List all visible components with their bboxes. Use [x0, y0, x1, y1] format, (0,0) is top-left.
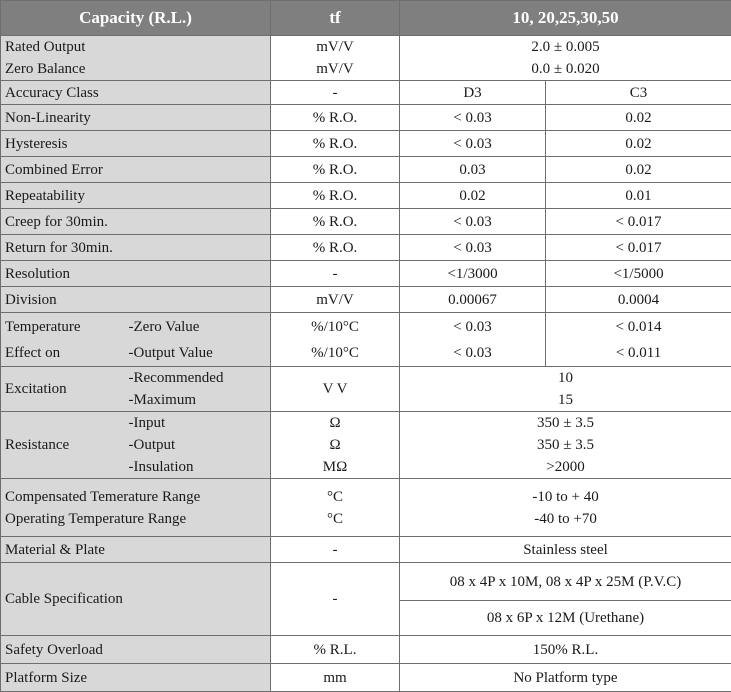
compensated-range-label: Compensated Temerature Range	[5, 486, 270, 508]
row-d3: 0.02	[400, 183, 546, 209]
row-c3: 0.02	[546, 131, 731, 157]
row-unit: mV/V	[271, 287, 400, 313]
output-value-c3: < 0.011	[546, 340, 731, 366]
temperature-range-units	[271, 479, 400, 537]
row-unit: % R.O.	[271, 131, 400, 157]
platform-size-row	[1, 664, 731, 692]
safety-overload-unit: % R.L.	[271, 636, 400, 664]
row-d3: < 0.03	[400, 131, 546, 157]
accuracy-class-d3: D3	[400, 81, 546, 105]
temperature-effect-d3	[400, 313, 546, 367]
insulation-value: >2000	[400, 456, 731, 478]
rated-zero-values	[400, 36, 731, 81]
zero-value-d3: < 0.03	[400, 314, 545, 340]
header-capacity: Capacity (R.L.)	[1, 1, 271, 36]
cable-value-urethane: 08 x 6P x 12M (Urethane)	[400, 601, 731, 636]
zero-value-unit: %/10°C	[271, 314, 399, 340]
rated-output-unit: mV/V	[271, 36, 399, 58]
recommended-value: 10	[400, 367, 731, 389]
row-unit: -	[271, 261, 400, 287]
table-row	[1, 287, 731, 313]
output-label: -Output	[129, 434, 271, 456]
rated-zero-units	[271, 36, 400, 81]
temperature-effect-sublabels	[127, 313, 271, 367]
row-label: Creep for 30min.	[1, 209, 271, 235]
temperature-effect-units	[271, 313, 400, 367]
maximum-label: -Maximum	[129, 389, 271, 411]
platform-size-label: Platform Size	[1, 664, 271, 692]
compensated-range-unit: °C	[271, 486, 399, 508]
temperature-label: Temperature	[5, 314, 127, 340]
material-row	[1, 537, 731, 563]
effect-on-label: Effect on	[5, 340, 127, 366]
zero-value-label: -Zero Value	[129, 314, 271, 340]
accuracy-class-label: Accuracy Class	[1, 81, 271, 105]
cable-label: Cable Specification	[1, 563, 271, 636]
row-label: Return for 30min.	[1, 235, 271, 261]
row-label: Repeatability	[1, 183, 271, 209]
header-unit: tf	[271, 1, 400, 36]
safety-overload-label: Safety Overload	[1, 636, 271, 664]
insulation-unit: MΩ	[271, 456, 399, 478]
temperature-effect-c3	[546, 313, 731, 367]
row-unit: % R.O.	[271, 157, 400, 183]
row-label: Division	[1, 287, 271, 313]
cable-unit: -	[271, 563, 400, 636]
zero-value-c3: < 0.014	[546, 314, 731, 340]
output-value-unit: %/10°C	[271, 340, 399, 366]
row-c3: 0.01	[546, 183, 731, 209]
cable-value-pvc: 08 x 4P x 10M, 08 x 4P x 25M (P.V.C)	[400, 563, 731, 601]
resistance-label: Resistance	[1, 412, 127, 479]
accuracy-class-unit: -	[271, 81, 400, 105]
row-c3: <1/5000	[546, 261, 731, 287]
platform-size-value: No Platform type	[400, 664, 731, 692]
header-row	[1, 1, 731, 36]
table-row	[1, 235, 731, 261]
row-d3: < 0.03	[400, 105, 546, 131]
safety-overload-value: 150% R.L.	[400, 636, 731, 664]
table-row	[1, 157, 731, 183]
zero-balance-label: Zero Balance	[5, 58, 270, 80]
row-c3: 0.02	[546, 157, 731, 183]
maximum-value: 15	[400, 389, 731, 411]
temperature-effect-row	[1, 313, 731, 367]
rated-zero-row	[1, 36, 731, 81]
resistance-units	[271, 412, 400, 479]
material-unit: -	[271, 537, 400, 563]
row-c3: < 0.017	[546, 209, 731, 235]
row-d3: < 0.03	[400, 235, 546, 261]
header-range: 10, 20,25,30,50	[400, 1, 731, 36]
operating-range-unit: °C	[271, 508, 399, 530]
excitation-label: Excitation	[1, 367, 127, 412]
input-value: 350 ± 3.5	[400, 412, 731, 434]
temperature-range-values	[400, 479, 731, 537]
row-label: Hysteresis	[1, 131, 271, 157]
row-d3: 0.00067	[400, 287, 546, 313]
accuracy-class-row	[1, 81, 731, 105]
material-value: Stainless steel	[400, 537, 731, 563]
recommended-label: -Recommended	[129, 367, 271, 389]
resistance-sublabels	[127, 412, 271, 479]
rated-output-label: Rated Output	[5, 36, 270, 58]
row-d3: <1/3000	[400, 261, 546, 287]
row-d3: < 0.03	[400, 209, 546, 235]
operating-range-value: -40 to +70	[400, 508, 731, 530]
row-unit: % R.O.	[271, 209, 400, 235]
output-unit: Ω	[271, 434, 399, 456]
output-value-label: -Output Value	[129, 340, 271, 366]
row-unit: % R.O.	[271, 235, 400, 261]
rated-output-value: 2.0 ± 0.005	[400, 36, 731, 58]
resistance-row	[1, 412, 731, 479]
output-value-d3: < 0.03	[400, 340, 545, 366]
row-label: Resolution	[1, 261, 271, 287]
row-d3: 0.03	[400, 157, 546, 183]
table-row	[1, 105, 731, 131]
material-label: Material & Plate	[1, 537, 271, 563]
safety-overload-row	[1, 636, 731, 664]
excitation-values	[400, 367, 731, 412]
platform-size-unit: mm	[271, 664, 400, 692]
rated-zero-labels	[1, 36, 271, 81]
row-label: Combined Error	[1, 157, 271, 183]
output-value: 350 ± 3.5	[400, 434, 731, 456]
accuracy-class-c3: C3	[546, 81, 731, 105]
temperature-effect-label	[1, 313, 127, 367]
excitation-row	[1, 367, 731, 412]
table-row	[1, 209, 731, 235]
insulation-label: -Insulation	[129, 456, 271, 478]
resistance-values	[400, 412, 731, 479]
excitation-unit: V V	[271, 367, 400, 412]
table-row	[1, 183, 731, 209]
excitation-sublabels	[127, 367, 271, 412]
row-c3: 0.02	[546, 105, 731, 131]
operating-range-label: Operating Temperature Range	[5, 508, 270, 530]
table-row	[1, 261, 731, 287]
zero-balance-value: 0.0 ± 0.020	[400, 58, 731, 80]
row-c3: 0.0004	[546, 287, 731, 313]
zero-balance-unit: mV/V	[271, 58, 399, 80]
input-label: -Input	[129, 412, 271, 434]
row-label: Non-Linearity	[1, 105, 271, 131]
cable-row-1	[1, 563, 731, 601]
input-unit: Ω	[271, 412, 399, 434]
temperature-range-labels	[1, 479, 271, 537]
compensated-range-value: -10 to + 40	[400, 486, 731, 508]
row-c3: < 0.017	[546, 235, 731, 261]
row-unit: % R.O.	[271, 105, 400, 131]
temperature-range-row	[1, 479, 731, 537]
table-row	[1, 131, 731, 157]
row-unit: % R.O.	[271, 183, 400, 209]
